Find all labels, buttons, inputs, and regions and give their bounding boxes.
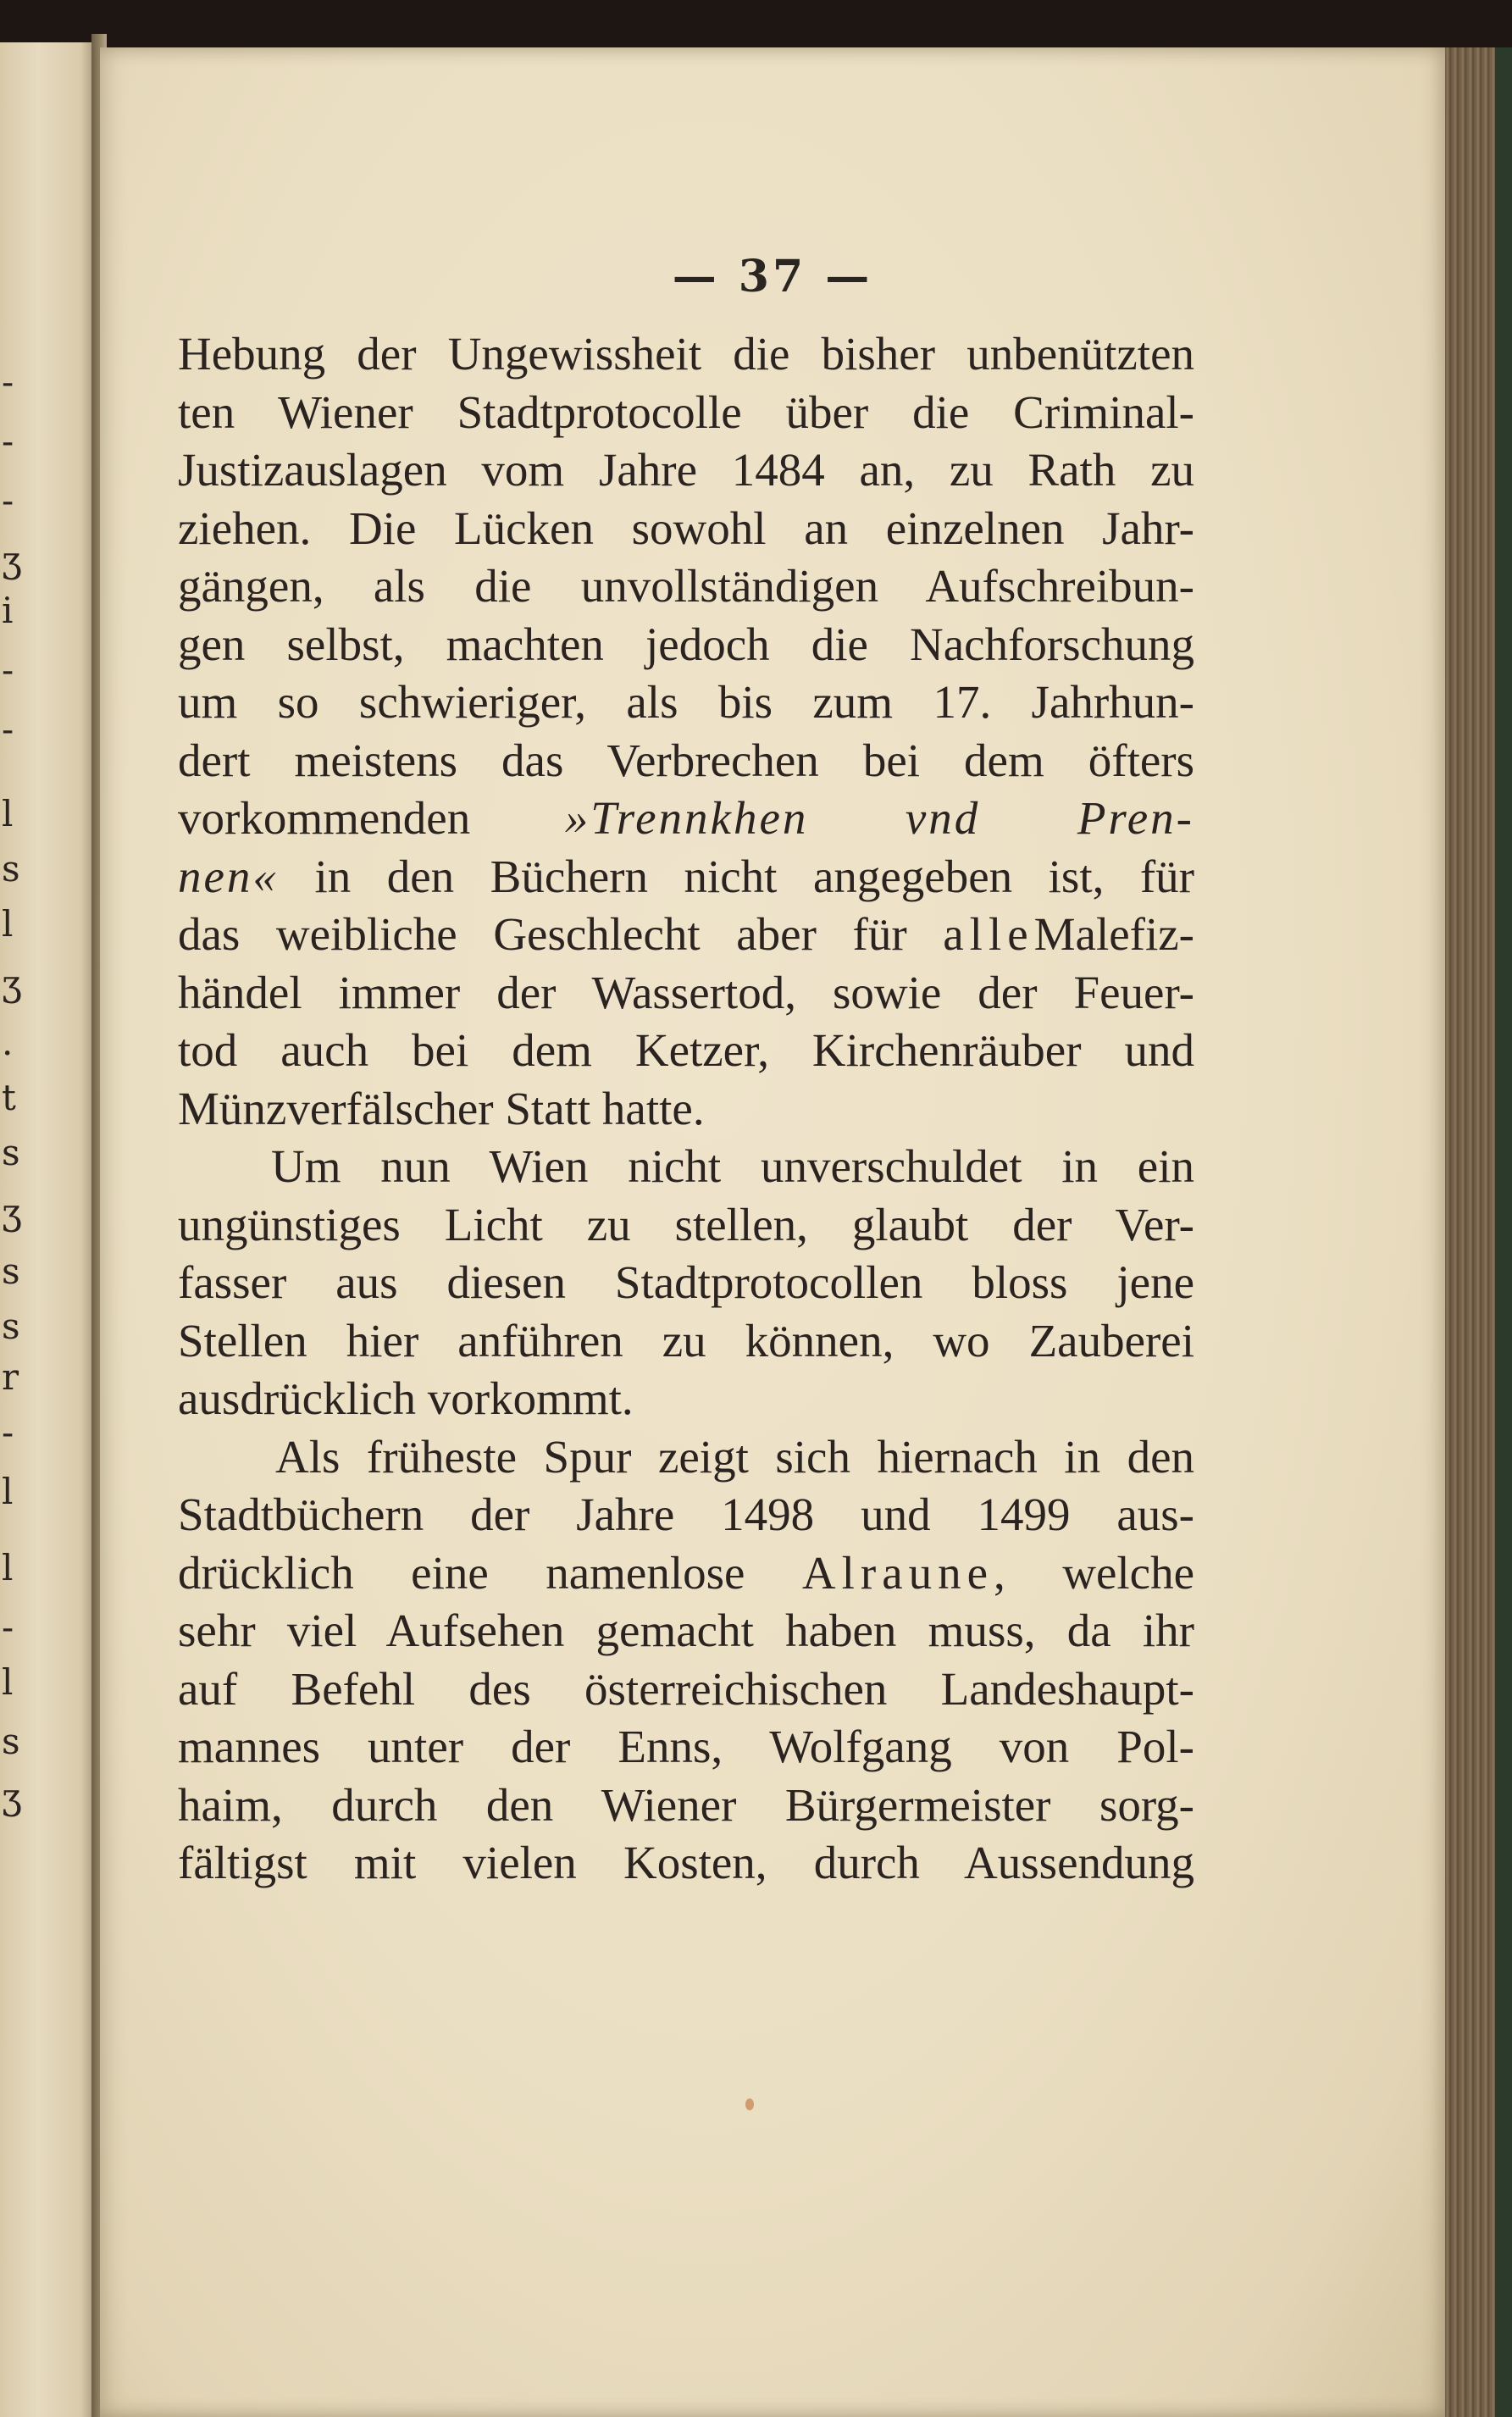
book-right-edge [1445, 47, 1512, 2417]
left-page-glyph: s [2, 1306, 20, 1347]
text-line: fältigst mit vielen Kosten, durch Aussendung [178, 1837, 1194, 1888]
left-page-glyph: ʒ [2, 1776, 22, 1817]
left-page-glyph: - [2, 361, 14, 402]
left-page-glyph: - [2, 1606, 14, 1648]
text-line: ten Wiener Stadtprotocolle über die Criminal- [178, 385, 1194, 438]
left-page-glyph: l [2, 1471, 14, 1512]
text-segment: das weibliche Geschlecht aber für [178, 908, 907, 960]
text-line: tod auch bei dem Ketzer, Kirchenräuber und [178, 1024, 1194, 1076]
text-line: ungünstiges Licht zu stellen, glaubt der Ver- [178, 1198, 1194, 1250]
text-line: fasser aus diesen Stadtprotocollen bloss jene [178, 1256, 1194, 1308]
left-page-glyph: s [2, 1250, 20, 1292]
text-line: Stellen hier anführen zu können, wo Zauberei [178, 1314, 1194, 1366]
left-page-glyph: l [2, 793, 14, 834]
spaced-emphasis: Alraune [801, 1546, 994, 1599]
text-segment: drücklich eine namenlose [178, 1546, 745, 1599]
text-segment: vorkommenden [178, 792, 471, 844]
text-line: haim, durch den Wiener Bürgermeister sorg- [178, 1778, 1194, 1831]
left-page-glyph: . [2, 1022, 14, 1063]
text-line: Hebung der Ungewissheit die bisher unbenützten [178, 328, 1194, 380]
left-page-glyph: - [2, 480, 14, 521]
text-line: sehr viel Aufsehen gemacht haben muss, da ihr [178, 1605, 1194, 1656]
page-number: — 37 — [672, 251, 873, 302]
left-page-glyph: s [2, 1132, 20, 1173]
left-page-glyph: - [2, 1411, 14, 1453]
left-page-glyph: ʒ [2, 1191, 22, 1233]
left-facing-page-edge [0, 42, 95, 2417]
text-segment: , welche [994, 1546, 1194, 1599]
text-line: Um nun Wien nicht unverschuldet in ein [271, 1140, 1194, 1192]
text-line: mannes unter der Enns, Wolfgang von Pol- [178, 1721, 1194, 1772]
text-line [178, 906, 1194, 964]
book-cover-cloth [1495, 47, 1512, 2417]
text-segment: Malefiz- [1033, 908, 1194, 960]
left-page-glyph: t [2, 1077, 16, 1118]
paper-spot [745, 2098, 754, 2110]
text-line: Justizauslagen vom Jahre 1484 an, zu Rath zu [178, 444, 1194, 496]
left-page-glyph: r [2, 1356, 19, 1398]
text-line: um so schwieriger, als bis zum 17. Jahrhun- [178, 676, 1194, 728]
left-page-glyph: - [2, 420, 14, 462]
text-line: ausdrücklich vorkommt. [178, 1372, 634, 1424]
left-page-glyph: l [2, 903, 14, 945]
left-page-glyph: i [2, 590, 14, 631]
scan-background-top [0, 0, 1512, 47]
left-page-glyph: - [2, 649, 14, 690]
text-line: gen selbst, machten jedoch die Nachforschung [178, 618, 1194, 670]
text-line: Als früheste Spur zeigt sich hiernach in den [275, 1430, 1194, 1483]
italic-quote: nen« [178, 850, 279, 902]
italic-quote: »Trennkhen vnd Pren- [564, 792, 1194, 844]
text-line: ziehen. Die Lücken sowohl an einzelnen Jahr- [178, 502, 1194, 554]
text-line: händel immer der Wassertod, sowie der Feuer- [178, 966, 1194, 1018]
text-line: auf Befehl des österreichischen Landeshaupt- [178, 1662, 1194, 1715]
left-page-glyph: s [2, 1721, 20, 1762]
text-line: Münzverfälscher Statt hatte. [178, 1082, 705, 1134]
left-page-glyph: l [2, 1661, 14, 1703]
text-line: dert meistens das Verbrechen bei dem öfters [178, 734, 1194, 786]
text-segment: in den Büchern nicht angegeben ist, für [314, 850, 1194, 902]
page-body-text [178, 325, 1194, 1893]
left-page-glyph: ʒ [2, 962, 22, 1004]
left-page-glyph: s [2, 848, 20, 890]
left-page-glyph: - [2, 708, 14, 750]
left-page-glyph: l [2, 1547, 14, 1588]
text-line [178, 848, 1194, 906]
text-line [178, 790, 1194, 848]
text-line: Stadtbüchern der Jahre 1498 und 1499 aus- [178, 1488, 1194, 1540]
text-line: gängen, als die unvollständigen Aufschreibun- [178, 560, 1194, 612]
spaced-emphasis: alle [943, 908, 1034, 960]
left-page-glyph: ʒ [2, 539, 22, 580]
text-line [178, 1544, 1194, 1603]
